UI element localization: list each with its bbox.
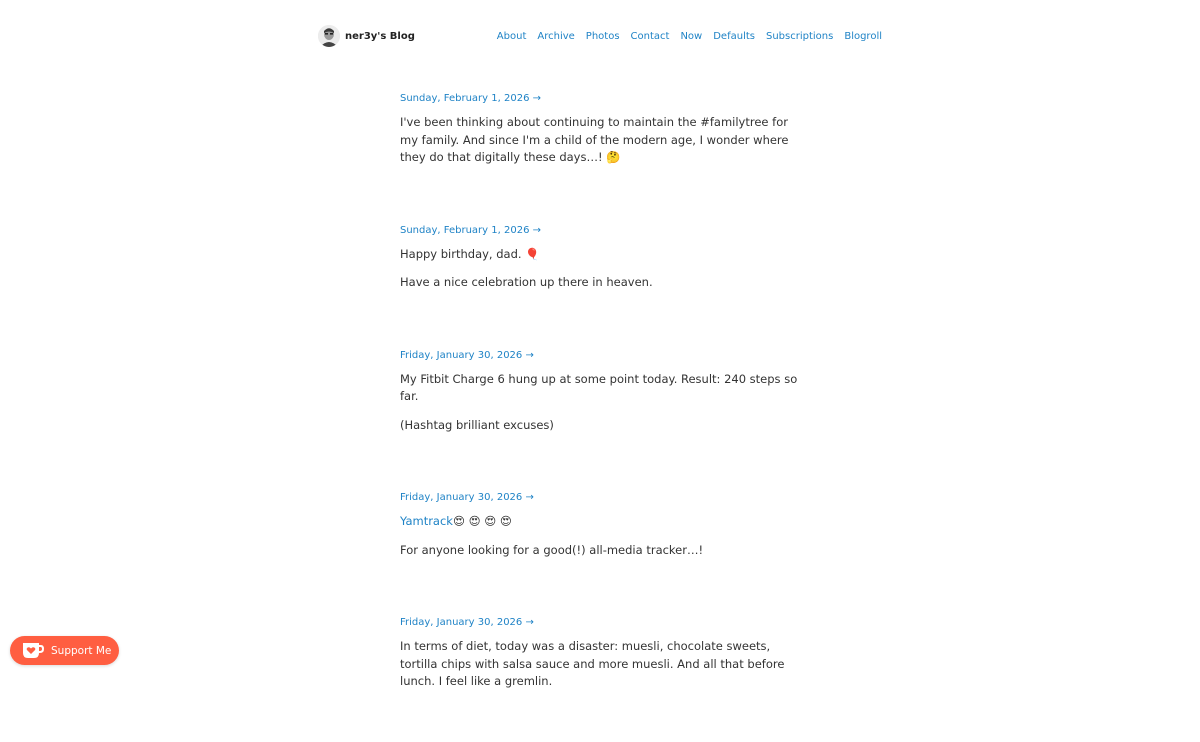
kofi-cup-icon [21,641,45,660]
post-text: For anyone looking for a good(!) all-media tracker…! [400,542,704,557]
post-entry [400,343,800,435]
post-text: In terms of diet, today was a disaster: muesli, chocolate sweets, tortilla chips with salsa sauce and more muesli. And all that before lunch. I feel like a gremlin. [400,639,785,688]
nav-now[interactable]: Now [680,30,703,42]
nav-archive[interactable]: Archive [537,30,575,42]
post-entry [400,86,800,167]
site-header [318,24,882,48]
heart-eyes-emojis: 😍 😍 😍 😍 [452,514,512,528]
post-text: Happy birthday, dad. 🎈 [400,246,540,261]
nav-contact[interactable]: Contact [630,30,670,42]
post-entry [400,218,800,292]
post-date-link[interactable]: Sunday, February 1, 2026 → [400,224,541,236]
site-title: ner3y's Blog [345,30,415,42]
post-text: Have a nice celebration up there in heaven. [400,275,653,289]
post-text-with-link [400,513,800,531]
nav-blogroll[interactable]: Blogroll [844,30,882,42]
post-feed [400,86,800,742]
yamtrack-link[interactable]: Yamtrack [400,514,453,528]
support-me-label: Support Me [51,644,112,657]
post-date-link[interactable]: Sunday, February 1, 2026 → [400,93,541,104]
post-date-link[interactable]: Friday, January 30, 2026 → [400,617,534,628]
site-brand-link[interactable] [318,25,415,47]
support-me-button[interactable] [10,636,119,665]
post-text: My Fitbit Charge 6 hung up at some point today. Result: 240 steps so far. [400,371,798,403]
nav-photos[interactable]: Photos [585,30,620,42]
avatar [318,25,340,47]
nav-subscriptions[interactable]: Subscriptions [765,30,834,42]
main-nav [497,31,882,42]
post-date-link[interactable]: Friday, January 30, 2026 → [400,349,534,361]
post-entry [400,485,800,559]
post-text: I've been thinking about continuing to maintain the #familytree for my family. And since I'm a child of the modern age, I wonder where they do that digitally these days…! 🤔 [400,115,789,164]
post-text: (Hashtag brilliant excuses) [400,417,554,432]
profile-photo-icon [318,25,340,47]
post-entry [400,610,800,691]
nav-defaults[interactable]: Defaults [713,30,755,42]
post-date-link[interactable]: Friday, January 30, 2026 → [400,492,534,503]
nav-about[interactable]: About [496,30,527,42]
